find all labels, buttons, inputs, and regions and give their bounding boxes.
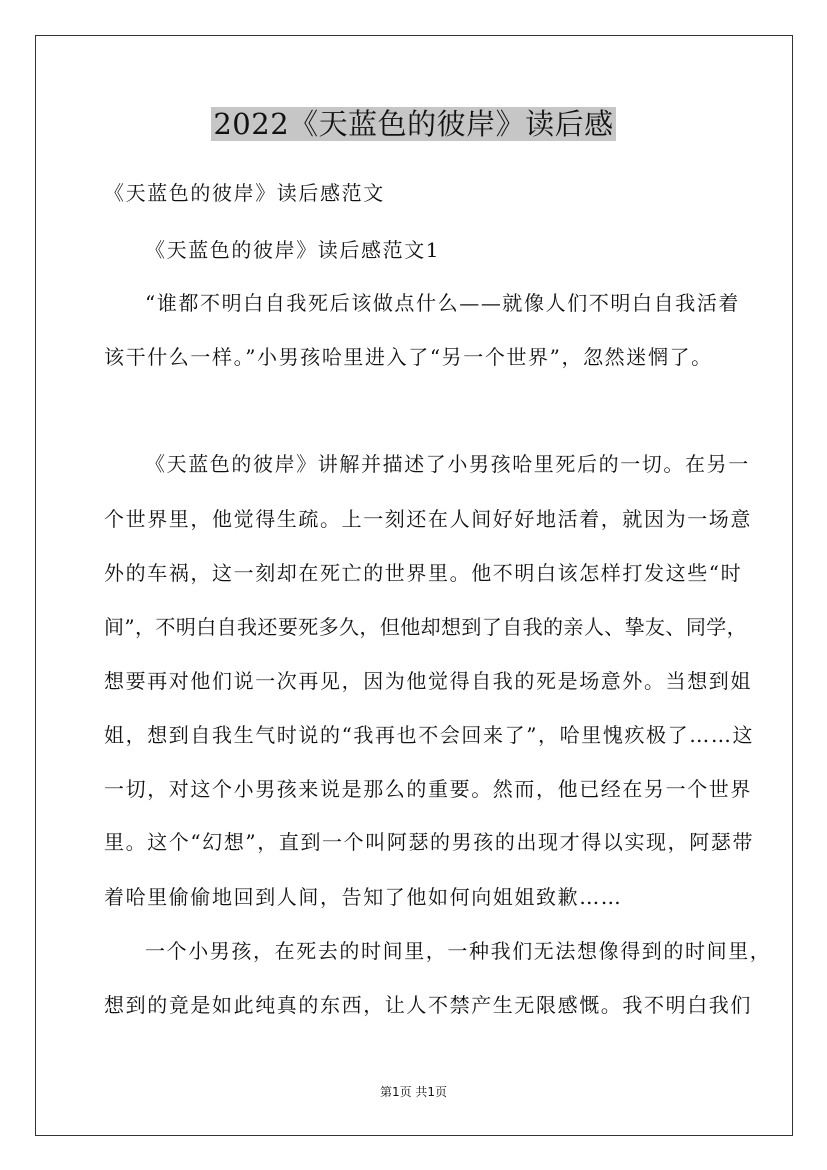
- document-title: [0, 104, 827, 144]
- paragraph-line: 一切，对这个小男孩来说是那么的重要。然而，他已经在另一个世界: [104, 777, 752, 801]
- title-text: 2022《天蓝色的彼岸》读后感: [213, 107, 614, 141]
- paragraph-line: 里。这个“幻想”，直到一个叫阿瑟的男孩的出现才得以实现，阿瑟带: [104, 830, 755, 854]
- page-footer: 第1页 共1页: [379, 1085, 448, 1099]
- section-heading: 《天蓝色的彼岸》读后感范文1: [145, 238, 441, 262]
- paragraph-line: “谁都不明白自我死后该做点什么——就像人们不明白自我活着: [145, 291, 741, 315]
- paragraph-line: 个世界里，他觉得生疏。上一刻还在人间好好地活着，就因为一场意: [104, 507, 752, 531]
- paragraph-line: 想到的竟是如此纯真的东西，让人不禁产生无限感慨。我不明白我们: [104, 993, 752, 1017]
- paragraph-line: 《天蓝色的彼岸》讲解并描述了小男孩哈里死后的一切。在另一: [145, 452, 750, 476]
- paragraph-line: 姐，想到自我生气时说的“我再也不会回来了”，哈里愧疚极了……这: [104, 723, 755, 747]
- subtitle-line: 《天蓝色的彼岸》读后感范文: [104, 181, 385, 205]
- paragraph-line: 着哈里偷偷地回到人间，告知了他如何向姐姐致歉……: [104, 885, 623, 909]
- paragraph-line: 外的车祸，这一刻却在死亡的世界里。他不明白该怎样打发这些“时: [104, 561, 743, 585]
- paragraph-line: 一个小男孩，在死去的时间里，一种我们无法想像得到的时间里，: [145, 939, 772, 963]
- paragraph-line: 想要再对他们说一次再见，因为他觉得自我的死是场意外。当想到姐: [104, 669, 752, 693]
- paragraph-line: 间”，不明白自我还要死多久，但他却想到了自我的亲人、挚友、同学，: [104, 615, 748, 639]
- paragraph-line: 该干什么一样。”小男孩哈里进入了“另一个世界”，忽然迷惘了。: [104, 345, 713, 369]
